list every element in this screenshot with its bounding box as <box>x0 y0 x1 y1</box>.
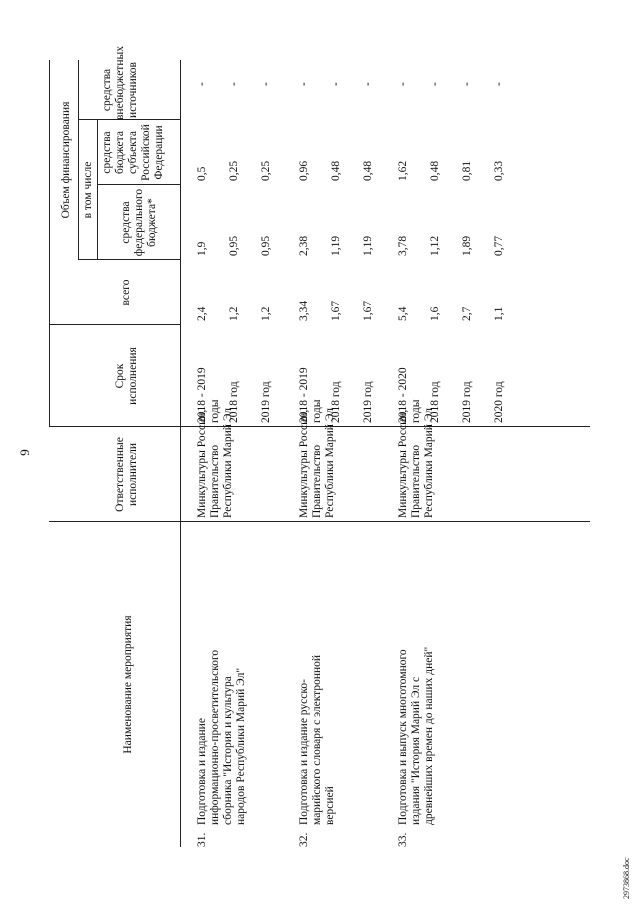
row-term: 2018 год <box>429 381 441 423</box>
row-number: 31. <box>196 832 208 847</box>
row-term: годы <box>410 399 422 423</box>
row-federal: 0,95 <box>260 235 272 256</box>
row-term: 2019 год <box>362 381 374 423</box>
row-total: 5,4 <box>397 306 409 321</box>
row-name: Подготовка и издание <box>196 718 208 825</box>
row-total: 1,67 <box>330 300 342 321</box>
row-total: 1,2 <box>228 306 240 321</box>
row-extra: - <box>228 82 240 86</box>
including-split-line <box>97 120 98 260</box>
row-term: 2019 год <box>260 381 272 423</box>
row-number: 32. <box>298 832 310 847</box>
table-top-line <box>49 60 50 427</box>
row-term: 2018 год <box>228 381 240 423</box>
row-total: 1,6 <box>429 306 441 321</box>
header-federal: федерального <box>133 188 145 257</box>
row-term: 2018 - 2019 <box>196 367 208 423</box>
row-total: 2,7 <box>461 306 473 321</box>
row-responsible: Минкультуры России, <box>397 409 409 518</box>
row-regional: 0,25 <box>228 160 240 181</box>
row-total: 2,4 <box>196 306 208 321</box>
funding-split-line <box>78 60 79 260</box>
header-term: Срок <box>114 363 126 389</box>
header-regional: бюджета <box>114 131 126 174</box>
header-extra: средства <box>101 68 113 112</box>
row-federal: 0,95 <box>228 235 240 256</box>
header-regional: Российской <box>140 124 152 181</box>
row-name: Подготовка и выпуск многотомного <box>397 649 409 825</box>
header-extra: источников <box>127 62 139 118</box>
row-name: версией <box>324 786 336 825</box>
header-responsible: Ответственные <box>114 437 126 512</box>
header-federal: средства <box>120 201 132 244</box>
header-regional: средства <box>101 131 113 174</box>
row-term: 2019 год <box>461 381 473 423</box>
row-extra: - <box>196 82 208 86</box>
row-regional: 1,62 <box>397 160 409 181</box>
row-total: 1,67 <box>362 300 374 321</box>
header-total: всего <box>120 279 132 306</box>
row-responsible: Республики Марий Эл <box>324 407 336 518</box>
row-extra: - <box>298 82 310 86</box>
header-including: в том числе <box>82 161 94 219</box>
row-responsible: Правительство <box>410 444 422 518</box>
row-regional: 0,96 <box>298 160 310 181</box>
row-regional: 0,33 <box>493 160 505 181</box>
row-name: древнейших времен до наших дней" <box>423 646 435 825</box>
row-regional: 0,25 <box>260 160 272 181</box>
row-total: 1,2 <box>260 306 272 321</box>
row-term: 2018 - 2020 <box>397 367 409 423</box>
header-regional: субъекта <box>127 131 139 174</box>
header-funding: Объем финансирования <box>60 101 72 219</box>
row-federal: 1,19 <box>362 235 374 256</box>
row-responsible: Минкультуры России, <box>298 409 310 518</box>
header-responsible: исполнители <box>127 442 139 507</box>
row-federal: 1,89 <box>461 235 473 256</box>
row-name: сборника "История и культура <box>222 676 234 825</box>
row-responsible: Республики Марий Эл <box>423 407 435 518</box>
row-regional: 0,48 <box>362 160 374 181</box>
header-extra: внебюджетных <box>114 46 126 120</box>
row-responsible: Республики Марий Эл <box>222 407 234 518</box>
header-regional: Федерации <box>153 125 165 180</box>
row-responsible: Правительство <box>311 444 323 518</box>
row-extra: - <box>461 82 473 86</box>
header-term: исполнения <box>127 347 139 405</box>
header-federal: бюджета* <box>146 198 158 247</box>
row-regional: 0,48 <box>429 160 441 181</box>
header-bottom-line <box>180 60 181 847</box>
row-term: годы <box>209 399 221 423</box>
row-extra: - <box>260 82 272 86</box>
page-number: 9 <box>17 449 32 456</box>
row-name: народов Республики Марий Эл" <box>235 667 247 825</box>
row-federal: 1,9 <box>196 241 208 256</box>
row-regional: 0,48 <box>330 160 342 181</box>
row-name: информационно-просветительского <box>209 649 221 825</box>
row-extra: - <box>397 82 409 86</box>
row-term: 2018 - 2019 <box>298 367 310 423</box>
row-federal: 1,19 <box>330 235 342 256</box>
row-term: годы <box>311 399 323 423</box>
row-term: 2020 год <box>493 381 505 423</box>
row-name: Подготовка и издание русско- <box>298 679 310 825</box>
row-federal: 2,38 <box>298 235 310 256</box>
row-total: 3,34 <box>298 300 310 321</box>
row-name: марийского словаря с электронной <box>311 654 323 825</box>
row-regional: 0,81 <box>461 160 473 181</box>
row-federal: 0,77 <box>493 235 505 256</box>
row-extra: - <box>362 82 374 86</box>
row-term: 2018 год <box>330 381 342 423</box>
row-name: издания "История Марий Эл с <box>410 676 422 825</box>
row-federal: 3,78 <box>397 235 409 256</box>
header-name: Наименование мероприятия <box>122 615 134 754</box>
row-number: 33. <box>397 832 409 847</box>
row-total: 1,1 <box>493 306 505 321</box>
row-extra: - <box>330 82 342 86</box>
row-regional: 0,5 <box>196 166 208 181</box>
row-federal: 1,12 <box>429 235 441 256</box>
row-responsible: Минкультуры России, <box>196 409 208 518</box>
row-extra: - <box>493 82 505 86</box>
row-extra: - <box>429 82 441 86</box>
row-responsible: Правительство <box>209 444 221 518</box>
doc-code: 2973868.doc <box>622 857 631 899</box>
